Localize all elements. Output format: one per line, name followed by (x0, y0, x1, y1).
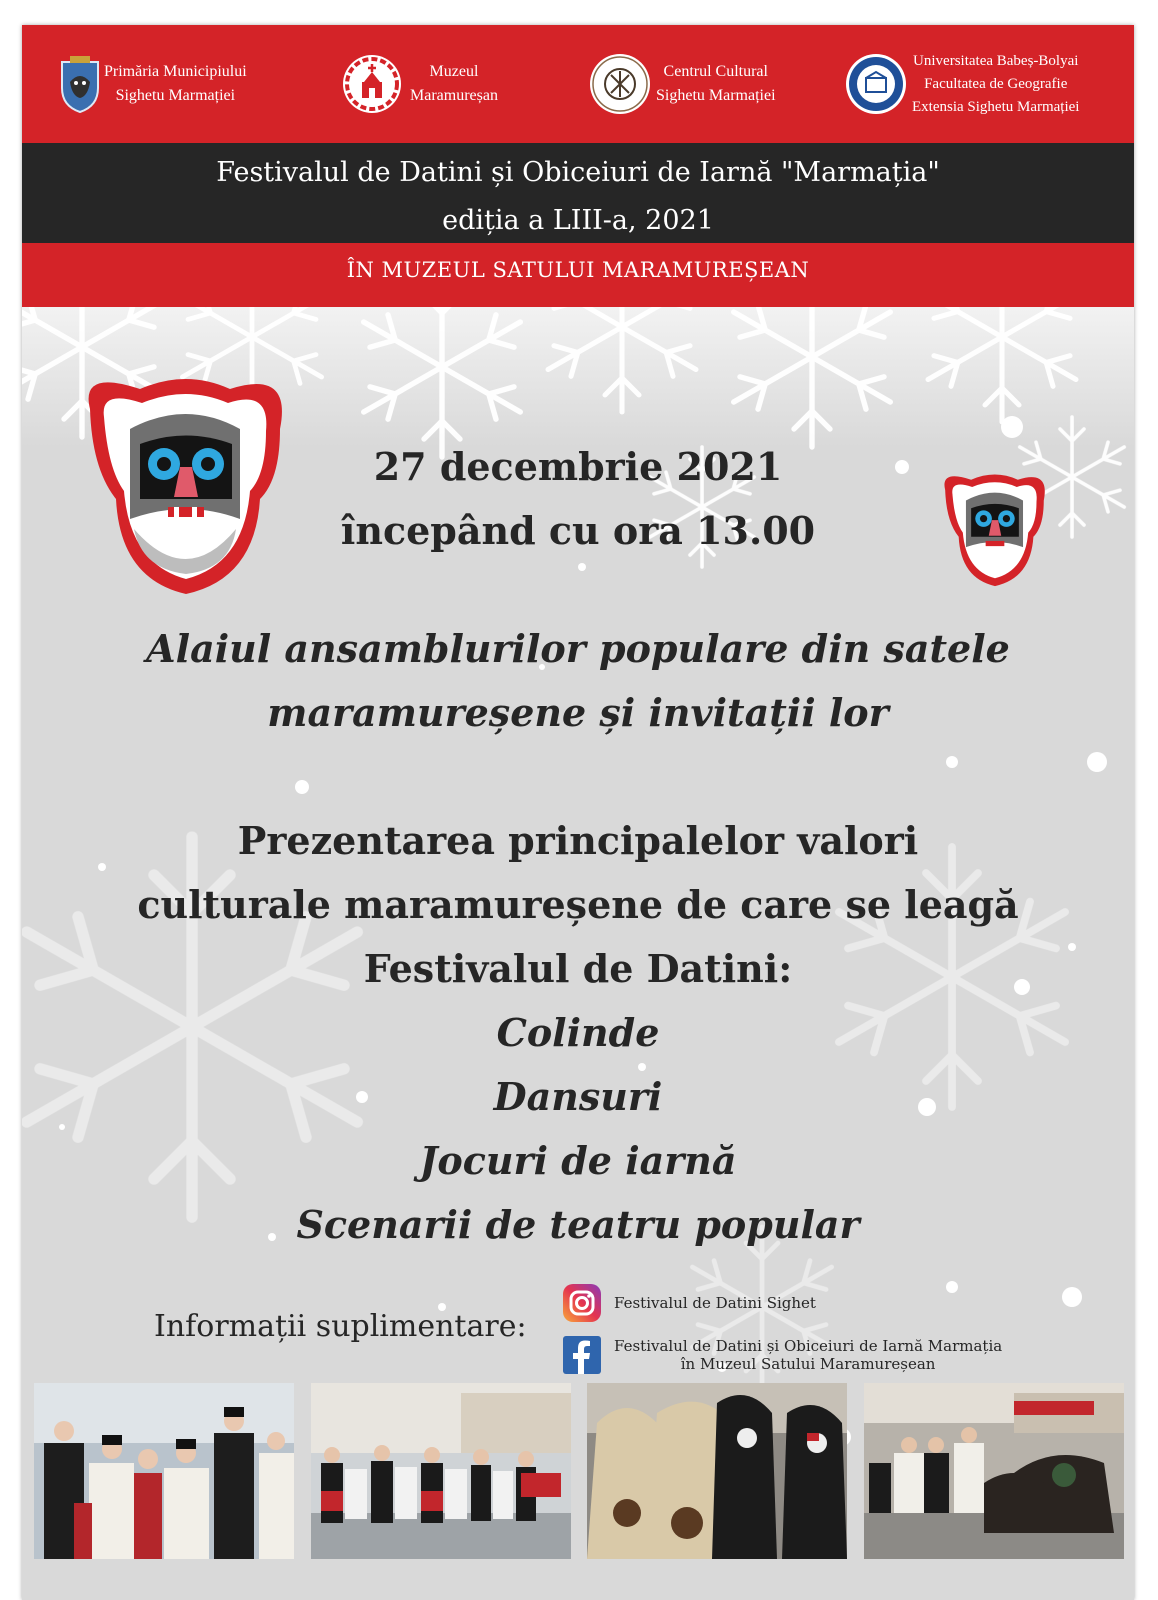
partner-muzeul (340, 47, 498, 121)
partner-centrul-line2: Sighetu Marmației (656, 87, 776, 104)
folk-costume-group-photo (34, 1383, 294, 1559)
instagram-link[interactable] (562, 1283, 816, 1323)
info-label: Informații suplimentare: (154, 1309, 527, 1344)
program-item: Colinde (496, 1010, 660, 1055)
program-item: Jocuri de iarnă (419, 1138, 737, 1183)
presentation-line1: Prezentarea principalelor valori (237, 818, 919, 863)
masked-performers-photo (587, 1383, 847, 1559)
presentation-description (22, 809, 1134, 1001)
partner-ubb-line1: Universitatea Babeș-Bolyai (913, 52, 1079, 69)
partner-muzeul-line1: Muzeul (429, 63, 479, 80)
partner-centrul-line1: Centrul Cultural (663, 63, 768, 80)
partner-centrul-cultural (588, 47, 776, 121)
photo-strip (34, 1383, 1124, 1559)
facebook-text-line1: Festivalul de Datini și Obiceiuri de Iarnă Marmația (614, 1337, 1003, 1355)
partner-universitatea (844, 47, 1079, 121)
partner-primaria-line2: Sighetu Marmației (115, 87, 236, 104)
facebook-text (614, 1337, 1002, 1373)
coat-of-arms-icon (48, 52, 112, 116)
facebook-icon[interactable] (562, 1335, 602, 1375)
facebook-text-line2: în Muzeul Satului Maramureșean (680, 1355, 936, 1373)
partner-ubb-line3: Extensia Sighetu Marmației (912, 98, 1080, 115)
instagram-text: Festivalul de Datini Sighet (614, 1294, 816, 1312)
parade-dancers-photo (311, 1383, 571, 1559)
parade-line1: Alaiul ansamblurilor populare din satele (146, 626, 1010, 671)
program-list (22, 1001, 1134, 1257)
facebook-link[interactable] (562, 1335, 1002, 1375)
partner-ubb-line2: Facultatea de Geografie (924, 75, 1068, 92)
festival-title-line1: Festivalul de Datini și Obiceiuri de Iarnă "Marmația" (216, 157, 940, 188)
horse-procession-photo (864, 1383, 1124, 1559)
festival-edition: ediția a LIII-a, 2021 (442, 205, 714, 236)
event-time: începând cu ora 13.00 (340, 508, 816, 553)
festival-poster (22, 25, 1134, 1600)
museum-church-icon (340, 52, 404, 116)
event-date-time (22, 435, 1134, 563)
partner-muzeul-line2: Maramureșan (410, 87, 498, 104)
event-date: 27 decembrie 2021 (373, 444, 783, 489)
venue-label: ÎN MUZEUL SATULUI MARAMUREȘEAN (346, 258, 810, 282)
presentation-line2: culturale maramureșene de care se leagă (137, 882, 1019, 927)
partner-primaria-line1: Primăria Municipiului (104, 63, 247, 80)
festival-title (22, 149, 1134, 245)
parade-description (22, 617, 1134, 745)
program-item: Dansuri (493, 1074, 663, 1119)
university-seal-icon (844, 52, 908, 116)
program-item: Scenarii de teatru popular (296, 1202, 860, 1247)
partner-primaria (48, 47, 247, 121)
presentation-line3: Festivalul de Datini: (363, 946, 793, 991)
instagram-icon[interactable] (562, 1283, 602, 1323)
cultural-center-seal-icon (588, 52, 652, 116)
parade-line2: maramureșene și invitații lor (267, 690, 889, 735)
